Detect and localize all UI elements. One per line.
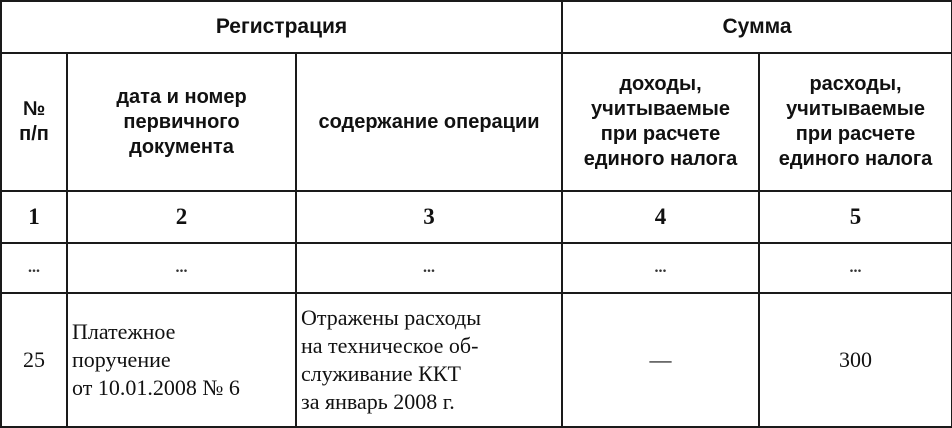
row-number-header: № п/п xyxy=(1,53,67,191)
document-date-number-header: дата и номер первичного документа xyxy=(67,53,296,191)
column-header-row xyxy=(1,53,952,191)
column-number: 1 xyxy=(1,191,67,243)
ellipsis-cell: ... xyxy=(562,243,759,293)
income-header: доходы, учитываемые при расчете единого налога xyxy=(562,53,759,191)
sum-header: Сумма xyxy=(562,1,952,53)
ellipsis-cell: ... xyxy=(67,243,296,293)
operation-content-header: содержание операции xyxy=(296,53,562,191)
income-cell: — xyxy=(562,293,759,427)
ellipsis-cell: ... xyxy=(296,243,562,293)
ellipsis-cell: ... xyxy=(759,243,952,293)
table-row xyxy=(1,293,952,427)
document-cell: Платежное поручение от 10.01.2008 № 6 xyxy=(67,293,296,427)
column-number: 5 xyxy=(759,191,952,243)
operation-cell: Отражены расходы на техническое об- служивание ККТ за январь 2008 г. xyxy=(296,293,562,427)
column-number-row xyxy=(1,191,952,243)
registration-header: Регистрация xyxy=(1,1,562,53)
expense-header: расходы, учитываемые при расчете единого налога xyxy=(759,53,952,191)
row-number-cell: 25 xyxy=(1,293,67,427)
column-number: 3 xyxy=(296,191,562,243)
expense-cell: 300 xyxy=(759,293,952,427)
column-number: 4 xyxy=(562,191,759,243)
column-number: 2 xyxy=(67,191,296,243)
group-header-row xyxy=(1,1,952,53)
ellipsis-row xyxy=(1,243,952,293)
ellipsis-cell: ... xyxy=(1,243,67,293)
